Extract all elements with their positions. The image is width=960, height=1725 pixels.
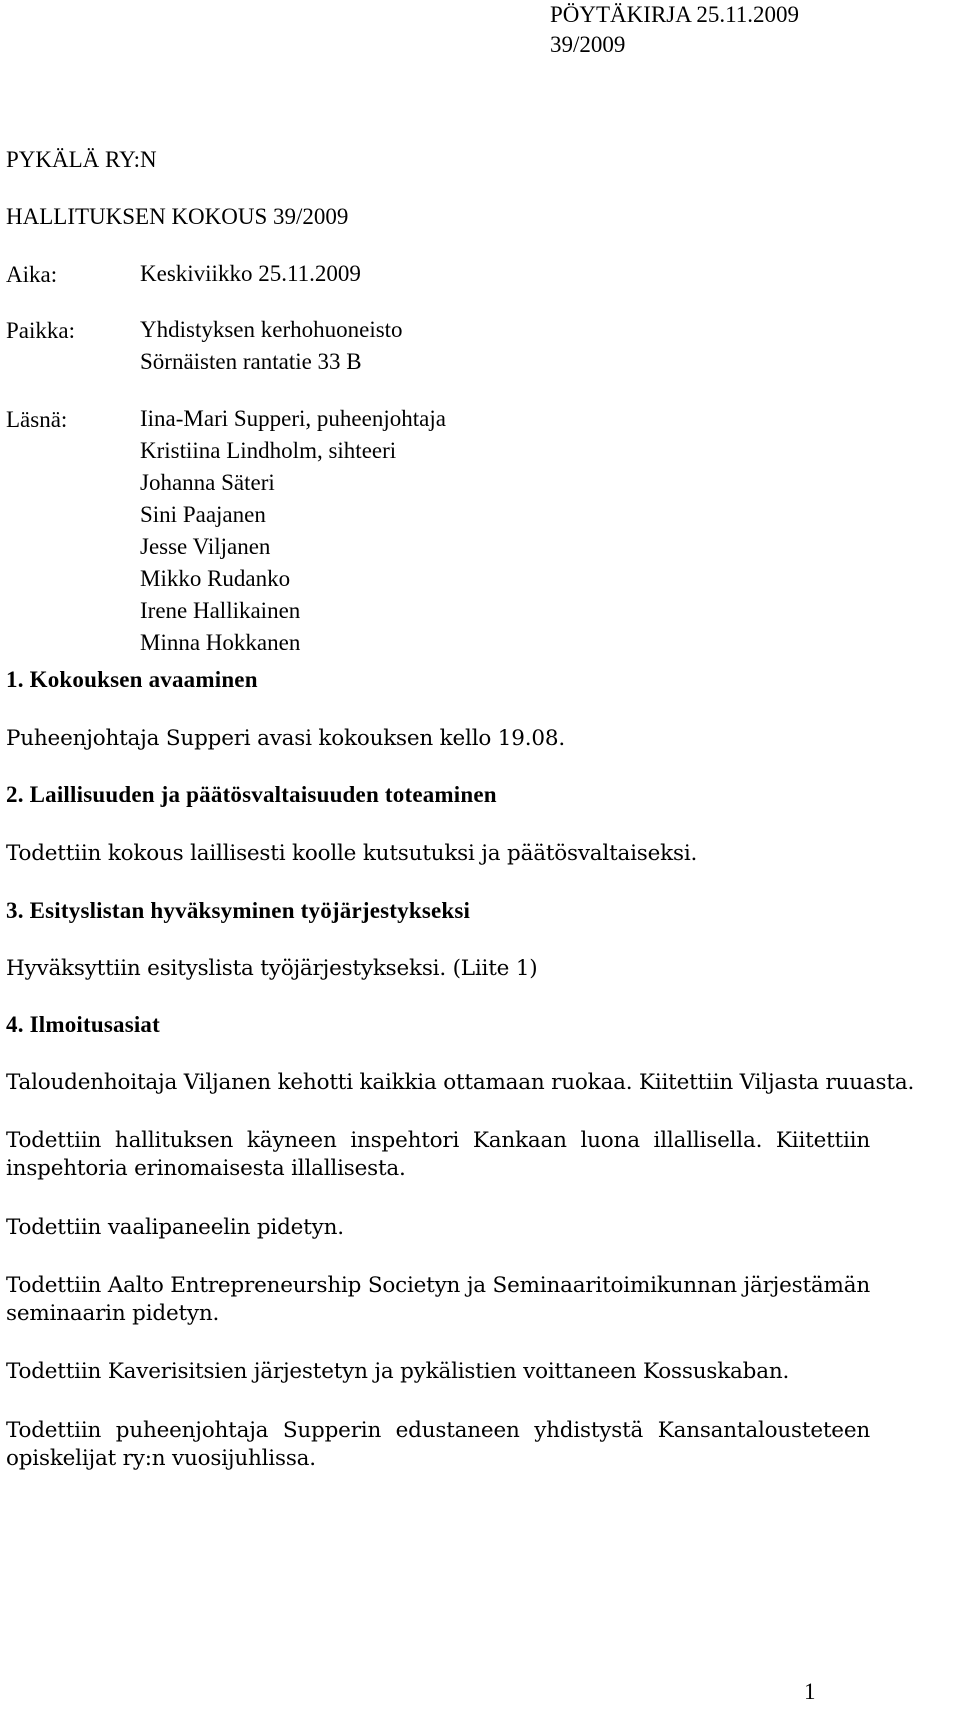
section-paragraph-continuation: seminaarin pidetyn.	[6, 1301, 220, 1326]
section-paragraph-continuation: inspehtoria erinomaisesta illallisesta.	[6, 1156, 406, 1181]
organization-title: PYKÄLÄ RY:N	[6, 147, 157, 172]
attendee: Mikko Rudanko	[140, 566, 291, 591]
attendee: Jesse Viljanen	[140, 534, 271, 559]
document-header-date: PÖYTÄKIRJA 25.11.2009	[550, 2, 799, 27]
section-paragraph: Hyväksyttiin esityslista työjärjestykseksi. (Liite 1)	[6, 956, 538, 981]
section-paragraph: Todettiin Kaverisitsien järjestetyn ja pykälistien voittaneen Kossuskaban.	[6, 1359, 790, 1384]
present-label: Läsnä:	[6, 407, 68, 432]
section-paragraph-justified: Todettiin Aalto Entrepreneurship Societyn ja Seminaaritoimikunnan järjestämän	[6, 1273, 870, 1298]
section-heading: 4. Ilmoitusasiat	[6, 1012, 160, 1037]
place-line: Yhdistyksen kerhohuoneisto	[140, 317, 403, 342]
section-paragraph-justified: Todettiin hallituksen käyneen inspehtori Kankaan luona illallisella. Kiitettiin	[6, 1128, 870, 1153]
section-heading: 2. Laillisuuden ja päätösvaltaisuuden toteaminen	[6, 782, 497, 807]
section-paragraph-justified: Todettiin puheenjohtaja Supperin edustaneen yhdistystä Kansantalousteteen	[6, 1418, 870, 1443]
section-paragraph: Puheenjohtaja Supperi avasi kokouksen kello 19.08.	[6, 726, 565, 751]
attendee: Irene Hallikainen	[140, 598, 301, 623]
section-paragraph-continuation: opiskelijat ry:n vuosijuhlissa.	[6, 1446, 316, 1471]
attendee: Kristiina Lindholm, sihteeri	[140, 438, 397, 463]
section-paragraph: Todettiin kokous laillisesti koolle kutsutuksi ja päätösvaltaiseksi.	[6, 841, 698, 866]
page-number: 1	[804, 1679, 816, 1704]
attendee: Sini Paajanen	[140, 502, 266, 527]
section-heading: 1. Kokouksen avaaminen	[6, 667, 258, 692]
section-paragraph: Taloudenhoitaja Viljanen kehotti kaikkia ottamaan ruokaa. Kiitettiin Viljasta ruuasta.	[6, 1070, 915, 1095]
present-list	[140, 403, 446, 659]
attendee: Iina-Mari Supperi, puheenjohtaja	[140, 406, 446, 431]
time-label: Aika:	[6, 262, 58, 287]
document-header-number: 39/2009	[550, 32, 626, 57]
time-value: Keskiviikko 25.11.2009	[140, 261, 361, 286]
section-heading: 3. Esityslistan hyväksyminen työjärjestykseksi	[6, 898, 471, 923]
place-line: Sörnäisten rantatie 33 B	[140, 349, 362, 374]
place-value	[140, 314, 403, 378]
place-label: Paikka:	[6, 318, 75, 343]
section-paragraph: Todettiin vaalipaneelin pidetyn.	[6, 1215, 344, 1240]
attendee: Johanna Säteri	[140, 470, 275, 495]
attendee: Minna Hokkanen	[140, 630, 301, 655]
meeting-title: HALLITUKSEN KOKOUS 39/2009	[6, 204, 349, 229]
